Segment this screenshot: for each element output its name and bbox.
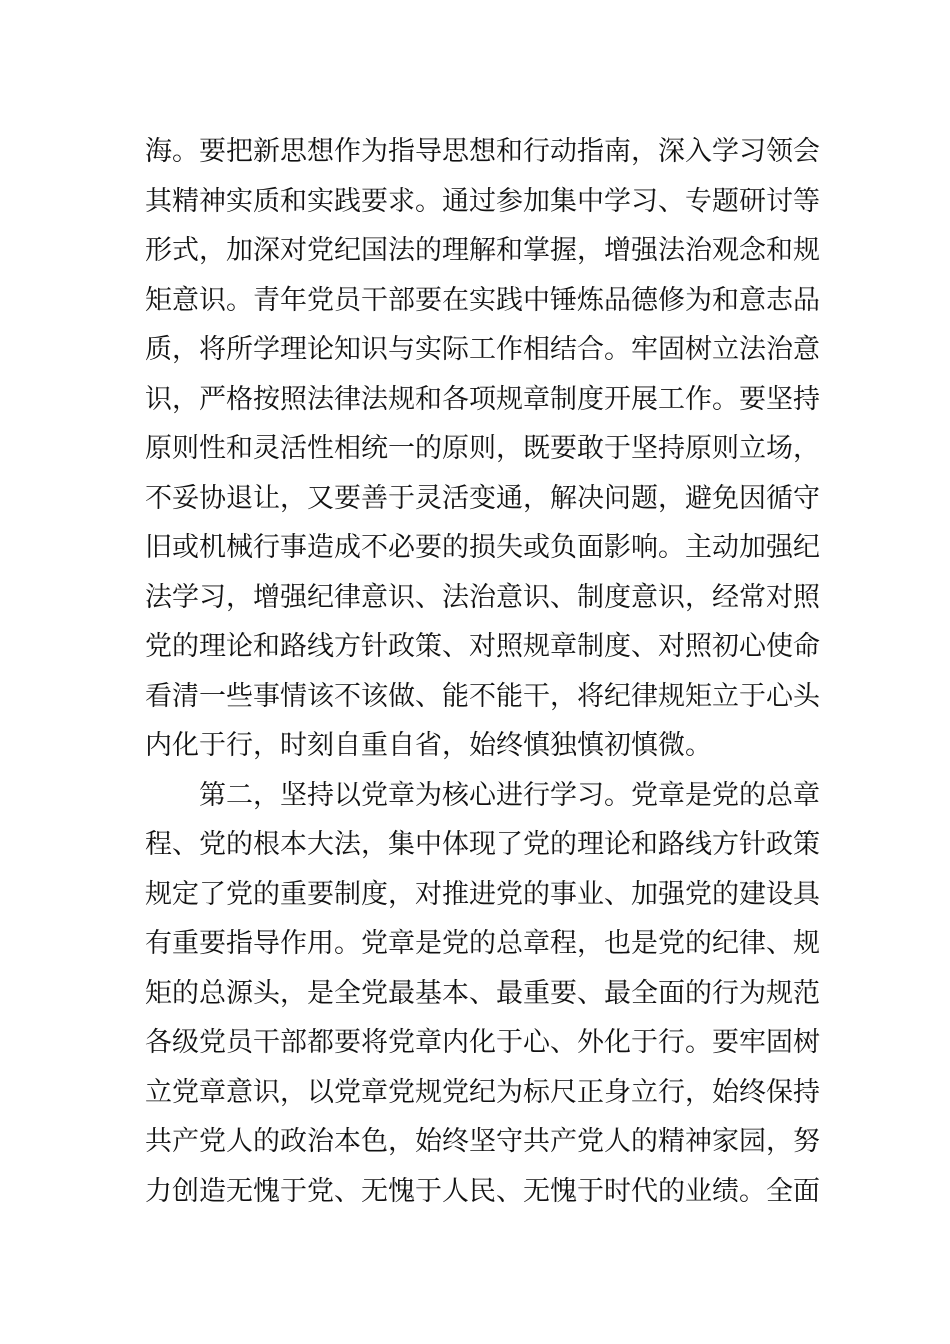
- text-line: 立党章意识，以党章党规党纪为标尺正身立行，始终保持: [145, 1076, 820, 1108]
- paragraph-end-line: 内化于行，时刻自重自省，始终慎独慎初慎微。: [145, 730, 712, 761]
- text-line: 矩意识。青年党员干部要在实践中锤炼品德修为和意志品: [145, 284, 820, 316]
- text-line: 形式，加深对党纪国法的理解和掌握，增强法治观念和规: [145, 235, 820, 266]
- body-text: [145, 127, 820, 1216]
- text-line: 原则性和灵活性相统一的原则，既要敢于坚持原则立场，: [145, 433, 820, 464]
- text-line: 规定了党的重要制度，对推进党的事业、加强党的建设具: [145, 878, 820, 910]
- text-line: 力创造无愧于党、无愧于人民、无愧于时代的业绩。全面: [145, 1175, 820, 1207]
- text-line: 程、党的根本大法，集中体现了党的理论和路线方针政策: [145, 829, 820, 860]
- text-line: 旧或机械行事造成不必要的损失或负面影响。主动加强纪: [145, 532, 820, 563]
- text-line: 党的理论和路线方针政策、对照规章制度、对照初心使命: [145, 631, 820, 662]
- text-line: 不妥协退让，又要善于灵活变通，解决问题，避免因循守: [145, 482, 820, 514]
- text-line: 各级党员干部都要将党章内化于心、外化于行。要牢固树: [145, 1027, 820, 1058]
- text-line: 共产党人的政治本色，始终坚守共产党人的精神家园，努: [145, 1126, 820, 1157]
- text-line: 海。要把新思想作为指导思想和行动指南，深入学习领会: [145, 136, 820, 167]
- text-line: 识，严格按照法律法规和各项规章制度开展工作。要坚持: [145, 383, 820, 415]
- text-line: 有重要指导作用。党章是党的总章程，也是党的纪律、规: [145, 928, 820, 959]
- text-line: 法学习，增强纪律意识、法治意识、制度意识，经常对照: [145, 581, 820, 613]
- text-line: 看清一些事情该不该做、能不能干，将纪律规矩立于心头: [145, 680, 820, 712]
- text-line: 质，将所学理论知识与实际工作相结合。牢固树立法治意: [145, 334, 820, 365]
- paragraph-start-line: 第二，坚持以党章为核心进行学习。党章是党的总章: [199, 779, 820, 811]
- text-line: 其精神实质和实践要求。通过参加集中学习、专题研讨等: [145, 185, 820, 217]
- text-line: 矩的总源头，是全党最基本、最重要、最全面的行为规范: [145, 977, 820, 1009]
